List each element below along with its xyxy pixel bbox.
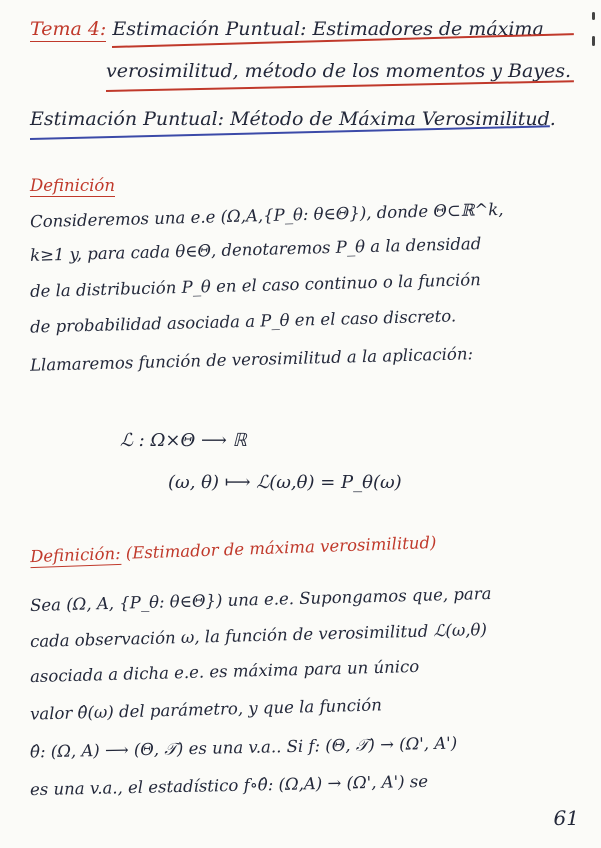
margin-mark-2 xyxy=(592,36,595,46)
margin-mark-1 xyxy=(592,12,595,20)
definition-1-line-2: k≥1 y, para cada θ∈Θ, denotaremos P_θ a la densidad xyxy=(29,234,482,265)
definition-2-line-1: Sea (Ω, A, {P_θ: θ∈Θ}) una e.e. Supongamos que, para xyxy=(29,583,492,616)
definition-2-line-4: valor θ̂(ω) del parámetro, y que la función xyxy=(29,695,383,724)
definition-2-label: Definición: xyxy=(29,543,121,567)
page-number: 61 xyxy=(553,806,579,830)
definition-1-label: Definición xyxy=(30,176,115,195)
likelihood-formula-line-1: ℒ : Ω×Θ ⟶ ℝ xyxy=(120,430,247,451)
definition-1-line-3: de la distribución P_θ en el caso continuo o la función xyxy=(29,270,482,301)
definition-1-line-5: Llamaremos función de verosimilitud a la aplicación: xyxy=(29,344,474,375)
definition-2-heading xyxy=(30,533,437,566)
definition-2-title: (Estimador de máxima verosimilitud) xyxy=(125,532,437,563)
definition-1-line-4: de probabilidad asociada a P_θ en el caso discreto. xyxy=(29,306,457,337)
definition-1-line-1: Consideremos una e.e (Ω,A,{P_θ: θ∈Θ}), donde Θ⊂ℝ^k, xyxy=(29,199,504,232)
section-heading-text: Estimación Puntual: Método de Máxima Verosimilitud. xyxy=(30,108,556,130)
definition-2-line-5: θ̂: (Ω, A) ⟶ (Θ, 𝒯) es una v.a.. Si f: (Θ, 𝒯) → (Ω', A') xyxy=(29,733,458,762)
definition-2-line-3: asociada a dicha e.e. es máxima para un único xyxy=(29,656,420,687)
definition-2-line-2: cada observación ω, la función de verosimilitud ℒ(ω,θ) xyxy=(29,620,488,651)
definition-2-line-6: es una v.a., el estadístico f∘θ̂: (Ω,A) → (Ω', A') se xyxy=(29,771,429,800)
likelihood-formula-line-2: (ω, θ) ⟼ ℒ(ω,θ) = P_θ(ω) xyxy=(168,472,402,493)
title-text-2: verosimilitud, método de los momentos y Bayes. xyxy=(106,60,572,82)
title-text-1: Estimación Puntual: Estimadores de máxima xyxy=(112,18,544,40)
title-line-2 xyxy=(106,60,571,82)
topic-label: Tema 4: xyxy=(30,18,107,40)
